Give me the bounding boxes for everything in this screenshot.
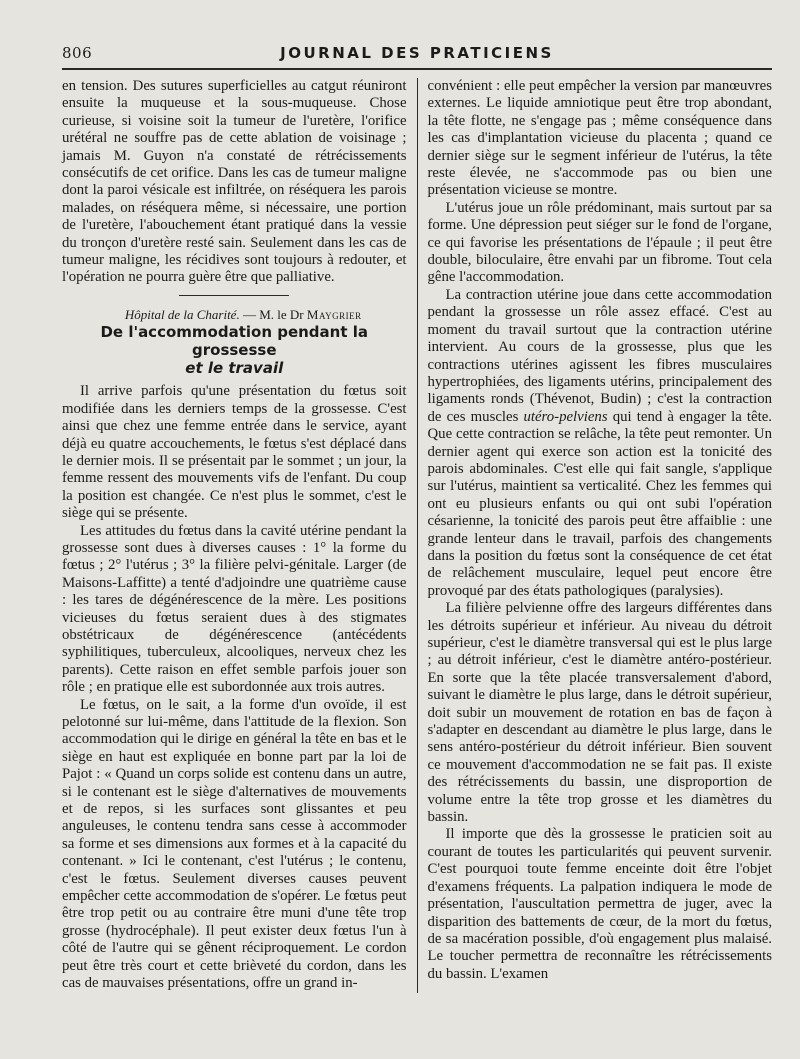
section-separator: [179, 295, 289, 296]
byline-author: Maygrier: [306, 306, 362, 322]
header-rule: [62, 68, 772, 70]
paragraph: Il arrive parfois qu'une présentation du fœtus soit modifiée dans les derniers temps de la grossesse. C'est ainsi que chez une femme entrée dans le service, ayant déjà eu quatre accouchements, le fœtus s'est déplacé dans le dernier mois. Il se présentait par le sommet ; un jour, la femme ressent des mouvements vifs de l'enfant. Du coup la position est changée. Ce n'est plus le sommet, c'est le siège qui se présente.: [62, 383, 407, 522]
page-header: [62, 0, 772, 64]
article-byline: [62, 306, 407, 323]
byline-hospital: Hôpital de la Charité.: [124, 306, 240, 322]
running-title: JOURNAL DES PRATICIENS: [280, 44, 554, 62]
paragraph: [428, 287, 773, 600]
article-title: [62, 323, 407, 377]
paragraph: La filière pelvienne offre des largeurs différentes dans les détroits supérieur et inférieur. Au niveau du détroit supérieur, c'est le diamètre transversal qui est le plus large ; au détroit inférieur, c'est le diamètre antéro-postérieur. En sorte que la tête placée transversalement d'abord, suivant le diamètre le plus large, dans le détroit supérieur, doit subir un mouvement de rotation en bas de façon à s'adapter en descendant au diamètre le plus large, dans le sens antéro-postérieur du détroit inférieur. Bien souvent ce mouvement d'accommodation ne se fait pas. Il existe des rétrécissements du bassin, une disproportion de volume entre la tête trop grosse et les diamètres du bassin.: [427, 600, 773, 826]
page-number: 806: [62, 44, 93, 62]
paragraph-text: La contraction utérine joue dans cette accommodation pendant la grossesse un rôle assez effacé. C'est au moment du travail surtout que la contraction utérine intervient. Au cours de la grossesse, plus que les contractions utérines agissent les fibres musculaires hypertrophiées, des ligaments utérins, principalement des ligaments ronds (Thévenot, Budin) ; c'est la contraction de ces muscles: [427, 286, 773, 425]
two-column-body: [62, 78, 772, 993]
paragraph: L'utérus joue un rôle prédominant, mais surtout par sa forme. Une dépression peut siéger sur le fond de l'organe, ce qui favorise les présentations de l'épaule ; il peut être double, biloculaire, être envahi par un fibrome. Tout cela gêne l'accommodation.: [427, 199, 773, 286]
italic-term: utéro-pelviens: [523, 408, 608, 425]
paragraph-text: qui tend à engager la tête. Que cette contraction se relâche, la tête peut remonter. Un dernier agent qui exerce son action est la tonicité des parois abdominales. C'est elle qui fait sangle, s'applique sur l'utérus, maintient sa verticalité. Chez les femmes qui ont eu plusieurs enfants ou qui ont subi l'opération césarienne, la tonicité des parois peut être affaiblie : une grande lenteur dans le travail, parfois des changements dans la position du fœtus sont la conséquence de cet état de relâchement musculaire, lequel peut encore être provoqué par des états pathologiques (paralysies).: [427, 408, 773, 599]
article-title-line-1: De l'accommodation pendant la grossesse: [100, 323, 369, 360]
paragraph-continued: convénient : elle peut empêcher la version par manœuvres externes. Le liquide amniotique peut être trop abondant, la tête flotte, ne s'engage pas ; même conséquence dans les cas d'implantation vicieuse du placenta ; quand ce dernier siège sur le segment inférieur de l'utérus, la tête reste élevée, ne s'accommode pas ou bien une présentation vicieuse se montre.: [427, 78, 773, 199]
paragraph-continued: en tension. Des sutures superficielles au catgut réuniront ensuite la muqueuse et la sous-muqueuse. Chose curieuse, si voisine soit la tumeur de l'uretère, l'orifice urétéral ne souffre pas de cette ablation de voisinage ; jamais M. Guyon n'a constaté de rétrécissements consécutifs de cet orifice. Dans les cas de tumeur maligne dont la paroi vésicale est infiltrée, on réséquera les parois malades, on réséquera même, si nécessaire, une portion de l'uretère, l'abouchement étant pratiqué dans la vessie du tronçon d'uretère resté sain. Seulement dans les cas de tumeur maligne, les récidives sont toujours à redouter, et l'opération ne pourra guère être que palliative.: [62, 78, 407, 286]
right-column: [428, 78, 773, 993]
column-divider: [417, 78, 418, 993]
paragraph: Il importe que dès la grossesse le praticien soit au courant de toutes les particularités qui peuvent survenir. C'est pourquoi toute femme enceinte doit être l'objet d'examens fréquents. La palpation indiquera le mode de présentation, l'auscultation permettra de juger, avec la disparition des battements de cœur, de la mort du fœtus, de sa macération possible, d'où engagement plus malaisé. Le toucher permettra de reconnaître les rétrécissements du bassin. L'examen: [427, 826, 773, 982]
byline-author-prefix: — M. le Dr: [239, 306, 307, 322]
paragraph: Les attitudes du fœtus dans la cavité utérine pendant la grossesse sont dues à diverses causes : 1° la forme du fœtus ; 2° l'utérus ; 3° la filière pelvi-génitale. Larger (de Maisons-Laffitte) a tenté d'adjoindre une quatrième cause : les tares de dégénérescence de la mère. Les positions vicieuses du fœtus seraient dues à des stigmates obstétricaux de dégénérescence (antécédents syphilitiques, tuberculeux, alcooliques, nerveux chez les parents). Cette raison en effet semble parfois jouer son rôle ; en pratique elle est subordonnée aux trois autres.: [62, 522, 407, 696]
article-title-line-2: et le travail: [185, 359, 284, 378]
paragraph: Le fœtus, on le sait, a la forme d'un ovoïde, il est pelotonné sur lui-même, dans l'attitude de la flexion. Son accommodation qui le dirige en général la tête en bas et le siège en haut est expliquée en bonne part par la loi de Pajot : « Quand un corps solide est contenu dans un autre, si le contenant est le siège d'alternatives de mouvements et de repos, si les surfaces sont glissantes et peu anguleuses, le contenu tendra sans cesse à accommoder sa forme et ses dimensions aux formes et à la capacité du contenant. » Ici le contenant, c'est l'utérus ; le contenu, c'est le fœtus. Seulement diverses causes peuvent empêcher cette accommodation de s'opérer. Le fœtus peut être trop petit ou au contraire être muni d'une tête trop grosse (hydrocéphale). Il peut exister deux fœtus l'un à côté de l'autre qui se gênent réciproquement. Le cordon peut être très court et cette brièveté du cordon, dans les cas de mauvaises présentations, offre un grand in-: [62, 696, 407, 992]
left-column: [62, 78, 407, 993]
